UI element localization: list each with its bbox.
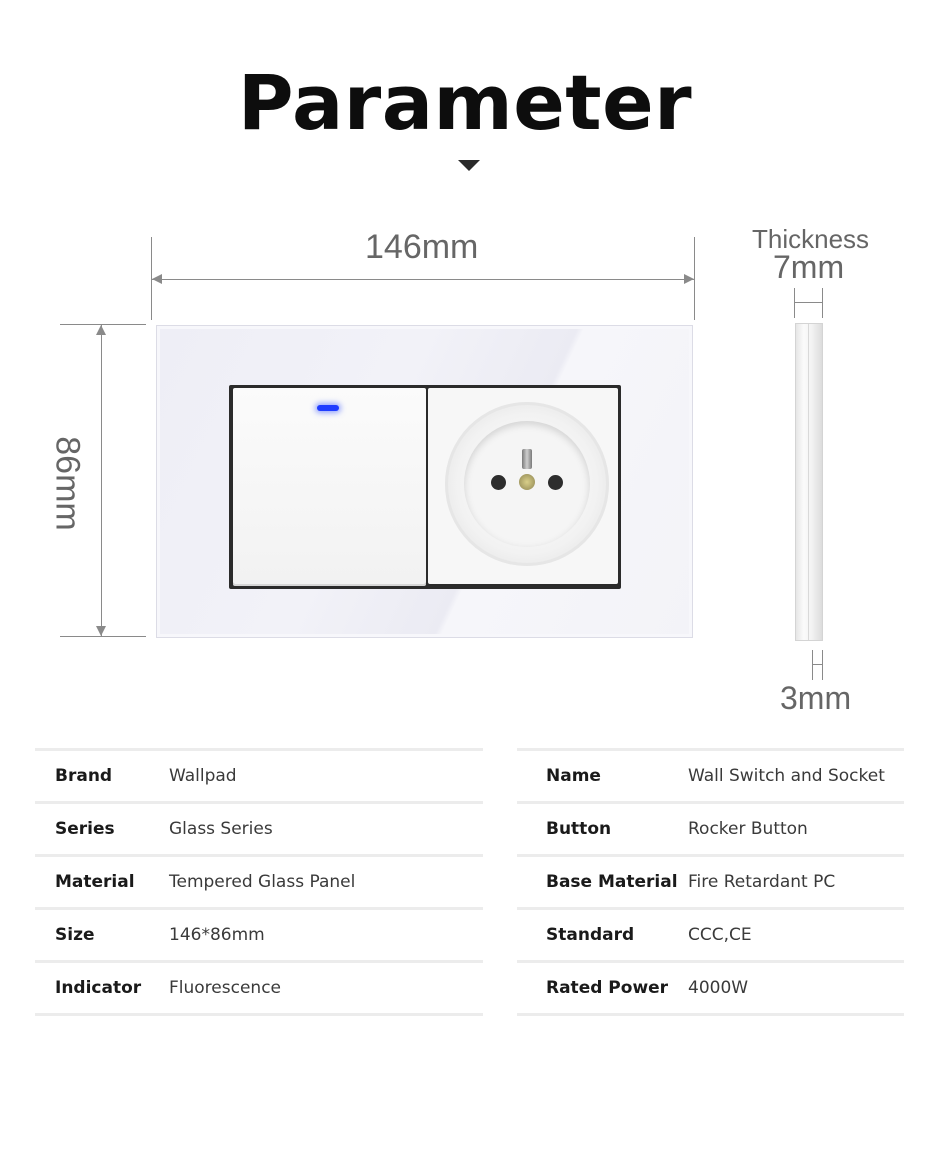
spec-label: Brand (55, 766, 113, 786)
thickness-label: Thickness (752, 224, 870, 254)
spec-value: Glass Series (169, 819, 273, 839)
thickness-value: 7mm (773, 249, 845, 285)
spec-table-right (517, 748, 904, 1016)
socket-hole-left (491, 475, 506, 490)
thickness-dim-line (794, 302, 823, 303)
spec-row (517, 907, 904, 960)
spec-row (35, 960, 483, 1016)
caret-down-icon (458, 160, 480, 171)
height-dim-label: 86mm (48, 436, 87, 531)
spec-row (35, 748, 483, 801)
socket-outlet (445, 402, 609, 566)
spec-value: CCC,CE (688, 925, 752, 945)
height-dim-line (101, 325, 102, 636)
glass-thickness-label: 3mm (780, 680, 852, 716)
page-title: Parameter (237, 58, 693, 147)
glass-panel-front (156, 325, 693, 638)
spec-row (35, 854, 483, 907)
glass-tick-right (822, 650, 823, 680)
height-dim-bottom-tick (60, 636, 146, 637)
spec-value: Fluorescence (169, 978, 281, 998)
spec-label: Rated Power (546, 978, 669, 998)
thickness-tick-right (822, 288, 823, 318)
spec-label: Standard (546, 925, 635, 945)
height-dim-arrow-up (96, 325, 106, 335)
thickness-tick-left (794, 288, 795, 318)
center-screw (519, 474, 535, 490)
spec-value: 4000W (688, 978, 749, 998)
rocker-switch (233, 388, 426, 584)
spec-value: Wallpad (169, 766, 237, 786)
socket-cavity (464, 421, 590, 547)
spec-value: Rocker Button (688, 819, 808, 839)
spec-label: Size (55, 925, 95, 945)
spec-label: Button (546, 819, 612, 839)
width-dim-arrow-left (152, 274, 162, 284)
glass-tick-left (812, 650, 813, 680)
spec-row (517, 960, 904, 1016)
spec-label: Base Material (546, 872, 678, 892)
spec-value: Fire Retardant PC (688, 872, 836, 892)
spec-label: Name (546, 766, 601, 786)
socket-hole-right (548, 475, 563, 490)
spec-value: 146*86mm (169, 925, 265, 945)
spec-row (35, 801, 483, 854)
spec-row (35, 907, 483, 960)
width-dim-label: 146mm (365, 228, 479, 266)
width-dim-line (152, 279, 694, 280)
indicator-led (317, 405, 339, 411)
socket-module (428, 388, 618, 584)
spec-value: Tempered Glass Panel (169, 872, 356, 892)
spec-label: Series (55, 819, 115, 839)
width-dim-right-tick (694, 237, 695, 320)
height-dim-arrow-down (96, 626, 106, 636)
spec-label: Material (55, 872, 135, 892)
spec-row (517, 801, 904, 854)
spec-row (517, 748, 904, 801)
width-dim-arrow-right (684, 274, 694, 284)
earth-pin (522, 449, 532, 469)
spec-row (517, 854, 904, 907)
glass-dim-line (812, 664, 823, 665)
spec-table-left (35, 748, 483, 1016)
side-strip (808, 324, 809, 640)
spec-label: Indicator (55, 978, 142, 998)
glass-panel-side (795, 323, 823, 641)
spec-value: Wall Switch and Socket (688, 766, 885, 786)
